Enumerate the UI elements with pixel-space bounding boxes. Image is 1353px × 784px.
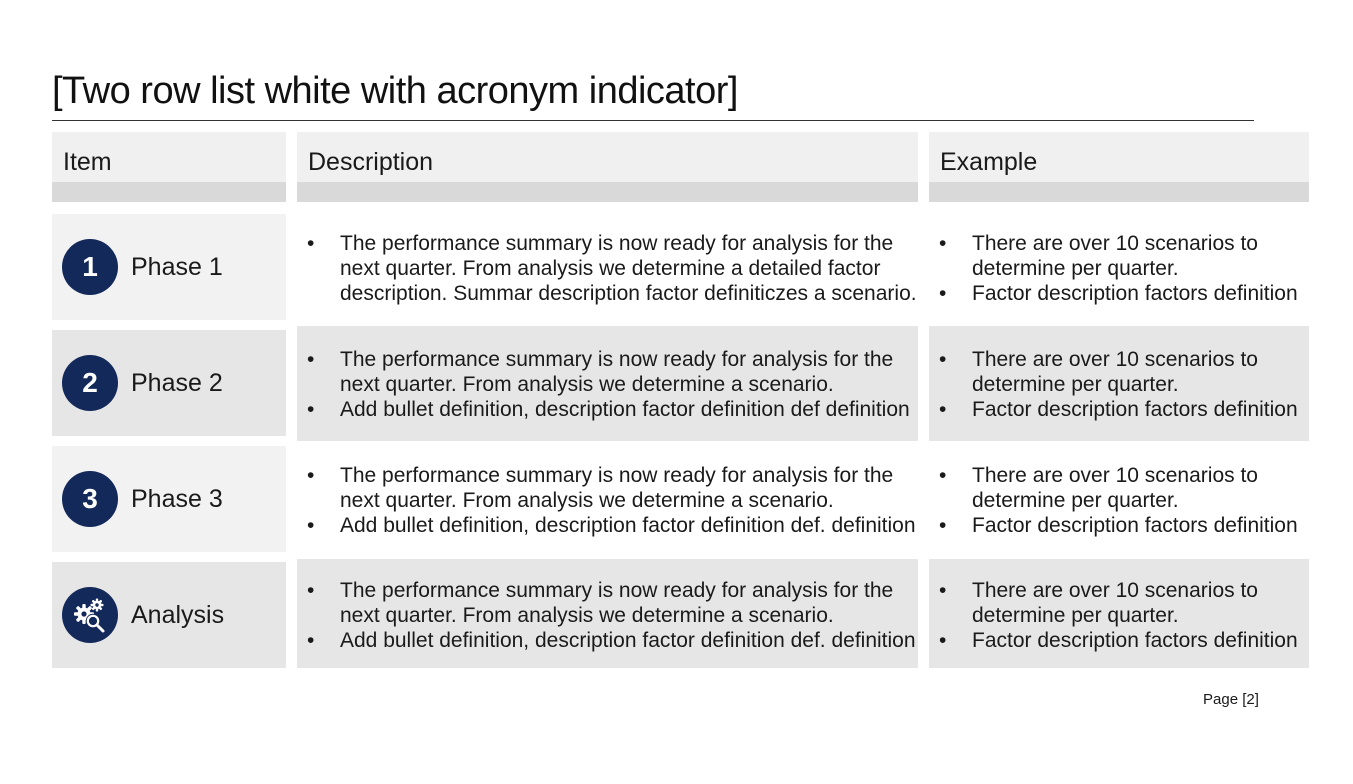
example-bullet: • Factor description factors definition	[939, 281, 1303, 306]
table-row-item	[52, 562, 286, 668]
item-label: Phase 2	[131, 369, 223, 397]
number-badge: 2	[62, 355, 118, 411]
header-description-label: Description	[308, 148, 434, 176]
table-row-item	[52, 446, 286, 552]
gears-magnifier-icon-graphic	[70, 595, 110, 635]
example-list	[939, 347, 1303, 422]
example-bullet: • There are over 10 scenarios to determine per quarter.	[939, 463, 1303, 513]
table-row-example	[929, 446, 1309, 552]
example-bullet: • There are over 10 scenarios to determine per quarter.	[939, 578, 1303, 628]
table-row-description	[297, 214, 918, 320]
item-label: Analysis	[131, 601, 225, 629]
item-label: Phase 1	[131, 253, 223, 281]
page-number: Page [2]	[1203, 691, 1259, 708]
description-bullet: • Add bullet definition, description factor definition def. definition	[307, 628, 912, 653]
description-bullet: • Add bullet definition, description factor definition def. definition	[307, 513, 912, 538]
description-bullet: • The performance summary is now ready for analysis for the next quarter. From analysis we determine a scenario.	[307, 578, 912, 628]
example-bullet: • There are over 10 scenarios to determine per quarter.	[939, 231, 1303, 281]
description-bullet: • The performance summary is now ready for analysis for the next quarter. From analysis we determine a detailed factor description. Summar description factor definiticzes a scenario.	[307, 231, 912, 306]
example-bullet: • Factor description factors definition	[939, 628, 1303, 653]
table-row-description	[297, 559, 918, 668]
table-row-description	[297, 326, 918, 441]
number-badge: 3	[62, 471, 118, 527]
table-row-description	[297, 446, 918, 552]
item-label: Phase 3	[131, 485, 223, 513]
description-bullet: • Add bullet definition, description factor definition def definition	[307, 397, 912, 422]
description-list	[307, 231, 917, 306]
slide-title: [Two row list white with acronym indicator]	[52, 70, 738, 112]
table-row-example	[929, 214, 1309, 320]
description-list	[307, 463, 916, 538]
gears-magnifier-icon	[62, 587, 118, 643]
example-bullet: • Factor description factors definition	[939, 513, 1303, 538]
header-example	[929, 132, 1309, 202]
description-bullet: • The performance summary is now ready for analysis for the next quarter. From analysis we determine a scenario.	[307, 347, 912, 397]
table-row-item	[52, 214, 286, 320]
table-row-example	[929, 326, 1309, 441]
header-item-label: Item	[63, 148, 112, 176]
number-badge: 1	[62, 239, 118, 295]
description-list	[307, 347, 912, 422]
table-row-item	[52, 330, 286, 436]
description-bullet: • The performance summary is now ready for analysis for the next quarter. From analysis we determine a scenario.	[307, 463, 912, 513]
example-list	[939, 231, 1303, 306]
header-example-label: Example	[940, 148, 1038, 176]
example-list	[939, 463, 1303, 538]
example-bullet: • There are over 10 scenarios to determine per quarter.	[939, 347, 1303, 397]
example-list	[939, 578, 1303, 653]
table-row-example	[929, 559, 1309, 668]
title-rule	[52, 120, 1254, 121]
header-description	[297, 132, 918, 202]
header-item	[52, 132, 286, 202]
description-list	[307, 578, 916, 653]
example-bullet: • Factor description factors definition	[939, 397, 1303, 422]
